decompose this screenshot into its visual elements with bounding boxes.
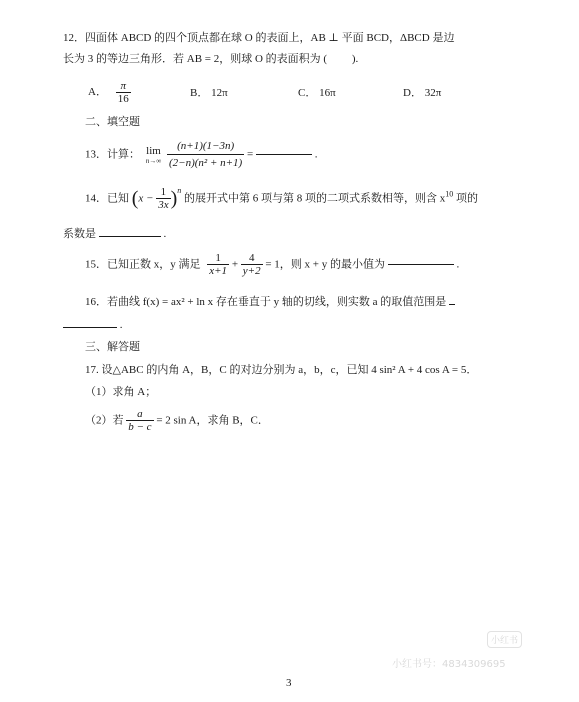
q13-limit [146, 145, 162, 165]
q14-line1 [85, 186, 478, 211]
q14-left-paren: ( [131, 187, 139, 210]
q17-part2-rest: = 2 sin A，求角 B，C． [156, 414, 269, 427]
q14-right-paren: ) [170, 187, 178, 210]
q16-blank-start [449, 304, 455, 305]
q17-part2 [85, 408, 269, 433]
q12-line2: 长为 3 的等边三角形．若 AB = 2，则球 O 的表面积为 ( ). [63, 53, 359, 65]
q15 [85, 252, 459, 277]
q13-lim-subscript: n→∞ [145, 156, 162, 165]
q12-line1: 12．四面体 ABCD 的四个顶点都在球 O 的表面上，AB ⊥ 平面 BCD，ΔBCD 是边 [63, 32, 455, 44]
q14-x-minus: x − [138, 192, 154, 205]
q17-numerator: a [137, 408, 143, 420]
q13 [85, 140, 317, 169]
q17-denominator: b − c [128, 421, 152, 433]
q13-fraction [167, 140, 244, 169]
q14-fraction [156, 186, 170, 211]
q15-f1-numerator: 1 [215, 252, 221, 264]
q15-f1-denominator: x+1 [209, 265, 228, 277]
q15-answer-blank [388, 264, 454, 265]
q13-answer-blank [256, 154, 312, 155]
q14-answer-blank [99, 236, 161, 237]
q17-fraction [126, 408, 153, 433]
q13-prefix: 13．计算： [85, 148, 140, 161]
q13-denominator: (2−n)(n² + n+1) [167, 154, 244, 169]
q17-part1: （1）求角 A； [85, 386, 157, 398]
q14-end: . [163, 228, 167, 240]
q16-line1 [85, 295, 455, 309]
q16-answer-blank [63, 327, 117, 328]
q15-f2-numerator: 4 [248, 252, 255, 264]
q13-equals: = [246, 148, 254, 161]
q14-exponent-10: 10 [445, 189, 454, 199]
q12-option-d: D． 32π [403, 87, 442, 99]
q15-plus: + [231, 258, 239, 271]
q13-lim-text: lim [146, 144, 161, 157]
q16-end: . [119, 319, 123, 331]
q15-fraction-2 [241, 252, 263, 277]
q13-numerator: (n+1)(1−3n) [177, 140, 235, 152]
q12-option-b: B． 12π [190, 87, 228, 99]
watermark-logo: 小红书 [487, 631, 522, 648]
q15-f2-denominator: y+2 [242, 265, 261, 277]
q16-line2 [63, 318, 123, 332]
q14-middle: 的展开式中第 6 项与第 8 项的二项式系数相等，则含 x [184, 192, 446, 205]
section-answer-title: 三、解答题 [85, 341, 140, 353]
section-fill-in-title: 二、填空题 [85, 116, 140, 128]
q14-line2 [63, 227, 166, 241]
option-a-numerator: π [120, 80, 126, 92]
option-a-label: A． [88, 86, 107, 99]
q14-denominator: 3x [158, 199, 169, 211]
q16-text: 16．若曲线 f(x) = ax² + ln x 存在垂直于 y 轴的切线，则实数 a 的取值范围是 [85, 296, 447, 308]
q15-end: . [456, 258, 460, 271]
q14-numerator: 1 [160, 186, 167, 198]
watermark-id: 小红书号：4834309695 [392, 659, 506, 670]
q17-part2-prefix: （2）若 [85, 414, 124, 427]
q12-option-a [88, 80, 131, 105]
q14-prefix: 14．已知 [85, 192, 129, 205]
q14-exponent: n [177, 186, 182, 195]
q14-line2-text: 系数是 [63, 228, 96, 240]
option-a-denominator: 16 [117, 93, 129, 105]
option-a-fraction [116, 80, 131, 105]
q12-option-c: C． 16π [298, 87, 336, 99]
q15-fraction-1 [207, 252, 229, 277]
page-number: 3 [286, 677, 292, 689]
q15-rest: = 1，则 x + y 的最小值为 [265, 258, 386, 271]
q15-prefix: 15．已知正数 x，y 满足 [85, 258, 201, 271]
q13-end: . [314, 148, 318, 161]
q14-after: 项的 [456, 192, 479, 205]
q17-line1: 17. 设△ABC 的内角 A，B，C 的对边分别为 a，b，c，已知 4 sin² A + 4 cos A = 5． [85, 364, 478, 376]
